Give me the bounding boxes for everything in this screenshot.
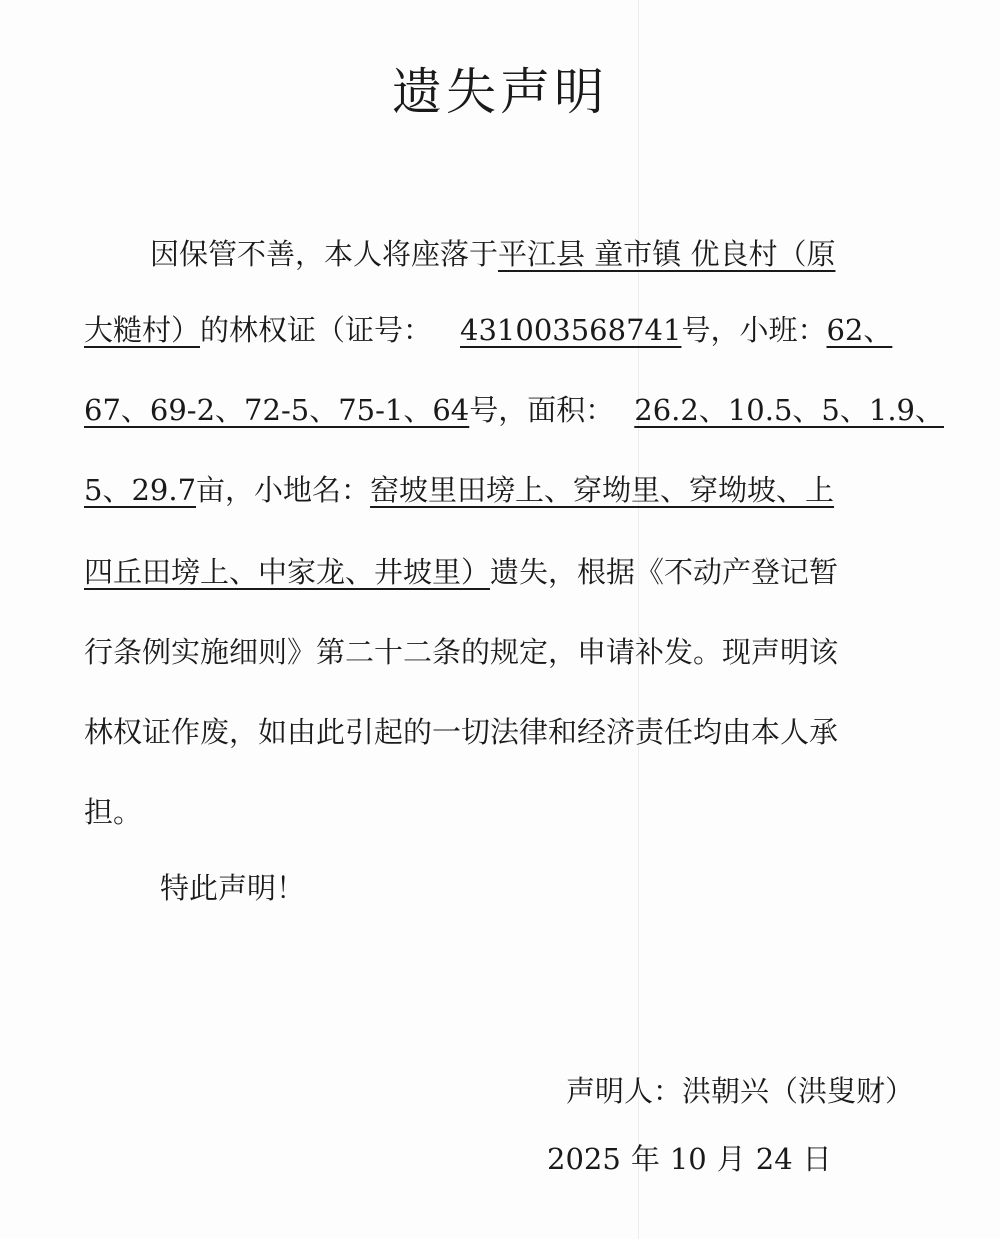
date-month: 10 [669, 1142, 707, 1176]
body-text: 号，面积： [469, 393, 615, 427]
declarant-signature: 声明人：洪朝兴（洪叟财） [566, 1074, 915, 1108]
scan-fold-line [638, 0, 639, 1239]
body-line-1 [150, 234, 835, 274]
location-field: 平江县 童市镇 优良村（原 [498, 237, 836, 271]
body-text: 亩，小地名： [196, 473, 371, 507]
body-text: 因保管不善，本人将座落于 [150, 237, 499, 271]
body-line-6: 行条例实施细则》第二十二条的规定，申请补发。现声明该 [84, 635, 839, 669]
plot-numbers: 62、 [826, 313, 893, 347]
date-day-unit: 日 [802, 1142, 832, 1176]
body-line-5 [84, 552, 838, 592]
area-values: 26.2、10.5、5、1.9、 [634, 393, 944, 427]
body-text: 号，小班： [681, 313, 827, 347]
place-names: 窑坡里田塝上、穿坳里、穿坳坡、上 [370, 473, 835, 507]
area-values: 5、29.7 [84, 473, 197, 507]
plot-numbers: 67、69-2、72-5、75-1、64 [84, 393, 470, 427]
certificate-number: 431003568741 [460, 313, 682, 347]
location-field: 大糙村） [84, 313, 201, 347]
document-title: 遗失声明 [392, 63, 608, 121]
body-line-7: 林权证作废，如由此引起的一切法律和经济责任均由本人承 [84, 715, 839, 749]
declaration-date [547, 1137, 842, 1178]
body-line-2 [84, 310, 892, 350]
body-line-3 [84, 390, 944, 430]
place-names: 四丘田塝上、中家龙、井坡里） [84, 555, 491, 589]
date-month-unit: 月 [716, 1142, 746, 1176]
closing-statement: 特此声明！ [160, 871, 306, 905]
date-year: 2025 [547, 1142, 621, 1176]
body-text: 的林权证（证号： [200, 313, 433, 347]
date-year-unit: 年 [630, 1142, 660, 1176]
body-line-8: 担。 [84, 795, 143, 829]
body-line-4 [84, 470, 834, 510]
date-day: 24 [755, 1142, 793, 1176]
body-text: 遗失，根据《不动产登记暂 [490, 555, 839, 589]
